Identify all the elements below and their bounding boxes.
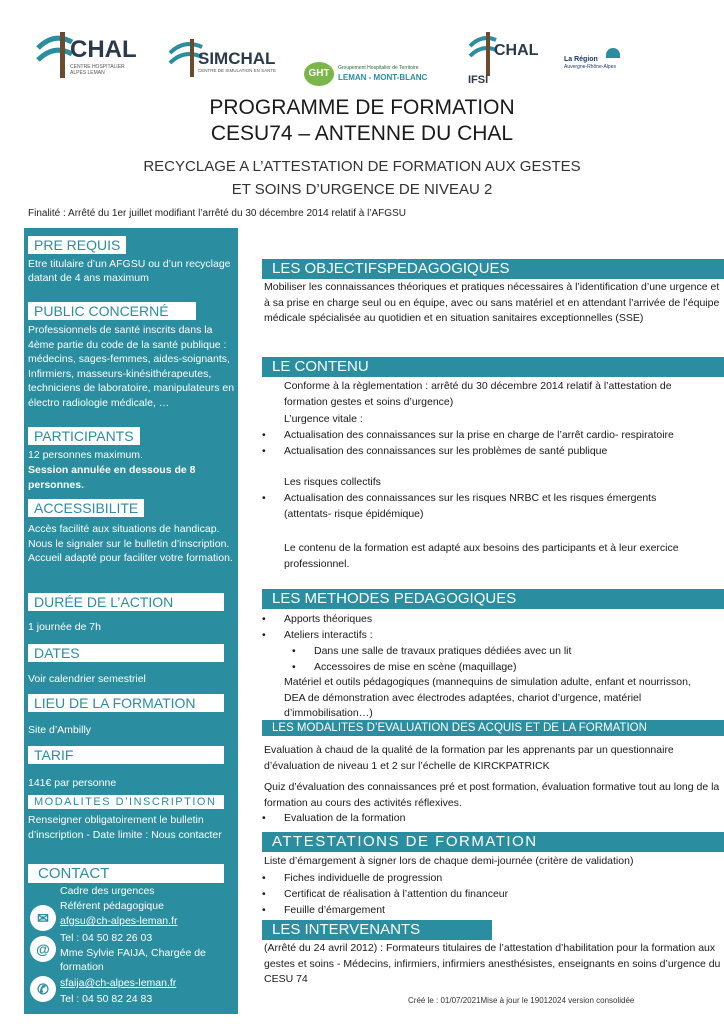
contenu-bullet-1: • Actualisation des connaissances sur la prise en charge de l’arrêt cardio- respiratoire — [284, 428, 714, 444]
region-icon — [606, 48, 620, 58]
public-heading: PUBLIC CONCERNÉ — [28, 302, 196, 320]
contact-tel1: Tel : 04 50 82 26 03 — [60, 932, 153, 944]
footer-version: Créé le : 01/07/2021Mise à jour le 19012024 version consolidée — [408, 996, 635, 1005]
methodes-bullet-2: • Ateliers interactifs : — [284, 628, 714, 644]
contact-tel2: Tel : 04 50 82 24 83 — [60, 993, 153, 1005]
methodes-sub-2: • Accessoires de mise en scène (maquillage) — [314, 660, 714, 676]
training-name-line1: RECYCLAGE A L’ATTESTATION DE FORMATION AUX GESTES — [143, 158, 581, 175]
methodes-sub-1: • Dans une salle de travaux pratiques dédiées avec un lit — [314, 644, 714, 660]
contact-role1: Cadre des urgences — [60, 885, 155, 897]
participants-heading: PARTICIPANTS — [28, 427, 140, 445]
accessibilite-text: Accès facilité aux situations de handicap. Nous le signaler sur le bulletin d’inscription. Accueil adapté pour faciliter votre formation. — [28, 523, 233, 564]
intervenants-text: (Arrêté du 24 avril 2012) : Formateurs titulaires de l’attestation d’habilitation pour la formation aux gestes et soins - Médecins, infirmiers, infirmiers anesthésistes, enseignants en soins d’urgence du CESU 74 — [264, 942, 721, 985]
objectifs-text: Mobiliser les connaissances théoriques et pratiques nécessaires à l’identification d’une urgence et à sa prise en charge seul ou en équipe, avec ou sans matériel et en attendant l’arrivée de l’équipe médicale spécialisée au quotidien et en situation sanitaires exceptionnelles (SSE) — [264, 281, 720, 324]
attestations-heading: ATTESTATIONS DE FORMATION — [262, 832, 724, 852]
contenu-conclusion: Le contenu de la formation est adapté aux besoins des participants et à leur exercice professionnel. — [284, 542, 679, 570]
contenu-intro: Conforme à la règlementation : arrêté du 30 décembre 2014 relatif à l’attestation de formation gestes et soins d’urgence) — [284, 380, 672, 408]
lieu-heading: LIEU DE LA FORMATION — [28, 694, 224, 712]
training-name-line2: ET SOINS D’URGENCE DE NIVEAU 2 — [231, 181, 493, 198]
chal-logo: CHAL CENTRE HOSPITALIER ALPES LEMAN — [34, 28, 144, 88]
duree-heading: DURÉE DE L’ACTION — [28, 593, 224, 611]
contenu-urgence: L’urgence vitale : — [284, 413, 363, 425]
tarif-text: 141€ par personne — [28, 777, 117, 789]
modalites-inscription-text: Renseigner obligatoirement le bulletin d’inscription - Date limite : Nous contacter — [28, 814, 222, 841]
modalites-bullet-1: • Evaluation de la formation — [284, 811, 714, 827]
info-sidebar — [24, 228, 238, 1014]
dates-text: Voir calendrier semestriel — [28, 673, 146, 685]
modalites-p1: Evaluation à chaud de la qualité de la formation par les apprenants par un questionnaire d’évaluation de niveau 1 et 2 sur l’échelle de KIRCKPATRICK — [264, 744, 674, 772]
attestations-bullet-2: • Certificat de réalisation à l’attention du financeur — [284, 887, 714, 903]
accessibilite-heading: ACCESSIBILITE — [28, 499, 144, 517]
contenu-risques: Les risques collectifs — [284, 476, 381, 488]
contact-email1[interactable]: afgsu@ch-alpes-leman.fr — [60, 915, 178, 927]
contact-email2[interactable]: sfaija@ch-alpes-leman.fr — [60, 977, 177, 989]
finalite-text: Finalité : Arrêté du 1er juillet modifiant l’arrêté du 30 décembre 2014 relatif à l’AFGSU — [28, 208, 406, 219]
contenu-heading: LE CONTENU — [262, 357, 724, 377]
simchal-logo: SIMCHAL CENTRE DE SIMULATION EN SANTE — [168, 35, 288, 80]
participants-note: Session annulée en dessous de 8 personnes. — [28, 464, 196, 491]
public-text: Professionnels de santé inscrits dans la 4ème partie du code de la santé publique : médecins, sages-femmes, aides-soignants, Infirmiers, masseurs-kinésithérapeutes, techniciens de laboratoire, manipulateurs en électro radiologie médicale, … — [28, 324, 235, 409]
methodes-heading: LES METHODES PEDAGOGIQUES — [262, 589, 724, 609]
at-icon: @ — [30, 936, 56, 962]
methodes-bullet-1: • Apports théoriques — [284, 612, 714, 628]
attestations-intro: Liste d’émargement à signer lors de chaque demi-journée (critère de validation) — [264, 855, 634, 867]
header-logos — [0, 0, 724, 95]
ght-logo: GHT Groupement Hospitalier de Territoire LEMAN - MONT-BLANC — [304, 62, 444, 92]
contenu-bullet-2: • Actualisation des connaissances sur les problèmes de santé publique — [284, 444, 714, 460]
dates-heading: DATES — [28, 644, 224, 662]
prerequis-text: Etre titulaire d’un AFGSU ou d’un recyclage datant de 4 ans maximum — [28, 258, 231, 284]
attestations-bullet-1: • Fiches individuelle de progression — [284, 871, 714, 887]
page-subtitle: CESU74 – ANTENNE DU CHAL — [210, 122, 514, 145]
contenu-bullet-3: • Actualisation des connaissances sur les risques NRBC et les risques émergents (attentats- risque épidémique) — [284, 491, 704, 522]
ifsi-chal-logo: CHAL IFSI — [468, 30, 548, 90]
prerequis-heading: PRE REQUIS — [28, 236, 126, 254]
participants-text: 12 personnes maximum. — [28, 449, 143, 461]
region-logo: La Région Auvergne-Rhône-Alpes — [564, 48, 644, 72]
contact-heading: CONTACT — [28, 864, 224, 883]
attestations-bullet-3: • Feuille d’émargement — [284, 903, 484, 919]
duree-text: 1 journée de 7h — [28, 621, 101, 633]
contact-person: Mme Sylvie FAIJA, Chargée de formation — [60, 947, 206, 973]
ght-badge: GHT — [304, 62, 334, 86]
objectifs-heading: LES OBJECTIFSPEDAGOGIQUES — [262, 259, 724, 279]
contact-role2: Référent pédagogique — [60, 900, 164, 912]
intervenants-heading: LES INTERVENANTS — [262, 920, 492, 940]
modalites-heading: LES MODALITES D’EVALUATION DES ACQUIS ET DE LA FORMATION — [262, 720, 724, 736]
lieu-text: Site d’Ambilly — [28, 724, 92, 736]
email-icon: ✉ — [30, 905, 56, 931]
modalites-p2: Quiz d’évaluation des connaissances pré et post formation, évaluation formative tout au long de la formation au cours des activités réflexives. — [264, 781, 720, 809]
page-title: PROGRAMME DE FORMATION — [209, 96, 515, 119]
methodes-text: Matériel et outils pédagogiques (mannequins de simulation adulte, enfant et nourrisson, DEA de démonstration avec électrodes adaptées, chariot d’urgence, matériel d’immobilisation…) — [284, 676, 691, 719]
phone-icon: ✆ — [30, 976, 56, 1002]
modalites-inscription-heading: MODALITES D’INSCRIPTION — [28, 795, 224, 809]
tarif-heading: TARIF — [28, 746, 224, 764]
